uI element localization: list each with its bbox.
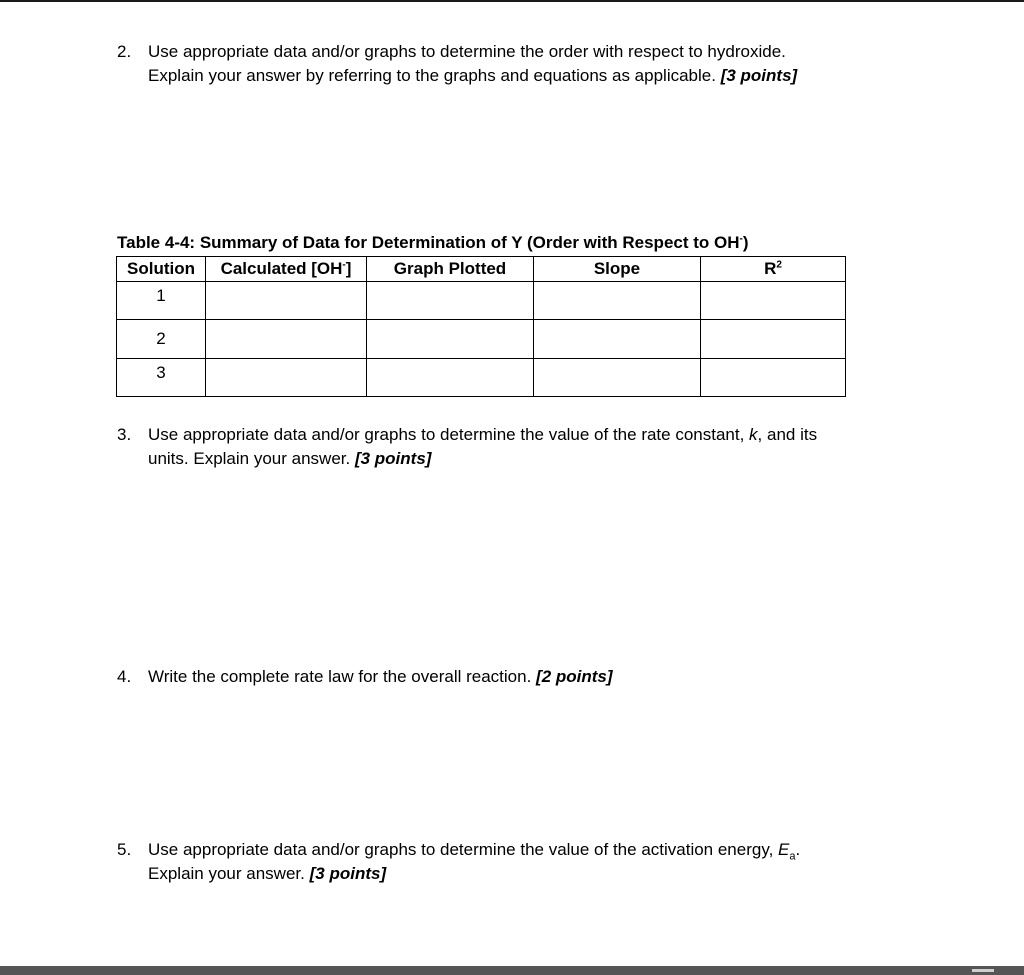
cell-r-squared[interactable] bbox=[701, 359, 846, 397]
cell-slope[interactable] bbox=[534, 320, 701, 359]
cell-r-squared[interactable] bbox=[701, 320, 846, 359]
question-3-text: Use appropriate data and/or graphs to determine the value of the rate constant, k, and its units. Explain your answer. [3 points] bbox=[148, 425, 818, 468]
cell-calculated-oh[interactable] bbox=[206, 282, 367, 320]
question-4-line1: Write the complete rate law for the overall reaction. bbox=[148, 667, 532, 686]
question-2-line2: Explain your answer by referring to the graphs and equations as applicable. bbox=[148, 66, 716, 85]
activation-energy-symbol: E bbox=[778, 840, 790, 859]
question-2 bbox=[117, 40, 797, 88]
table-title: Table 4-4: Summary of Data for Determination of Y (Order with Respect to OH-) bbox=[117, 233, 749, 252]
table-header-row bbox=[117, 257, 846, 282]
question-4-points: [2 points] bbox=[536, 667, 613, 686]
cell-solution: 3 bbox=[117, 359, 206, 397]
question-2-points: [3 points] bbox=[720, 66, 798, 85]
header-r-squared: $R^2$ bbox=[701, 257, 846, 282]
cell-calculated-oh[interactable] bbox=[206, 320, 367, 359]
cell-slope[interactable] bbox=[534, 359, 701, 397]
cell-calculated-oh[interactable] bbox=[206, 359, 367, 397]
question-2-text bbox=[148, 40, 797, 88]
question-5-points: [3 points] bbox=[309, 864, 387, 883]
question-5-text: Use appropriate data and/or graphs to determine the value of the activation energy, $E_a$. Explain your answer. [3 points] bbox=[148, 840, 801, 883]
question-4 bbox=[117, 665, 613, 689]
cell-solution: 2 bbox=[117, 320, 206, 359]
bottom-scrollbar[interactable] bbox=[0, 966, 1024, 975]
header-graph-plotted: Graph Plotted bbox=[367, 257, 534, 282]
summary-table bbox=[116, 256, 846, 397]
cell-solution: 1 bbox=[117, 282, 206, 320]
header-solution: Solution bbox=[117, 257, 206, 282]
question-5-number: 5. bbox=[117, 840, 132, 859]
question-4-text bbox=[148, 665, 613, 689]
scroll-thumb[interactable] bbox=[972, 969, 994, 972]
top-border bbox=[0, 0, 1024, 2]
table-row bbox=[117, 282, 846, 320]
cell-r-squared[interactable] bbox=[701, 282, 846, 320]
question-3-points: [3 points] bbox=[354, 449, 432, 468]
cell-graph-plotted[interactable] bbox=[367, 359, 534, 397]
question-3 bbox=[117, 423, 817, 471]
header-slope: Slope bbox=[534, 257, 701, 282]
cell-graph-plotted[interactable] bbox=[367, 320, 534, 359]
table-row bbox=[117, 359, 846, 397]
table-row bbox=[117, 320, 846, 359]
cell-slope[interactable] bbox=[534, 282, 701, 320]
question-5 bbox=[117, 838, 800, 886]
question-2-number: 2. bbox=[117, 42, 132, 61]
question-5-line2: Explain your answer. bbox=[148, 864, 305, 883]
header-calculated-oh: Calculated [OH-] bbox=[206, 257, 367, 282]
rate-constant-symbol: k bbox=[749, 425, 758, 444]
cell-graph-plotted[interactable] bbox=[367, 282, 534, 320]
question-3-line2: units. Explain your answer. bbox=[148, 449, 351, 468]
question-3-number: 3. bbox=[117, 425, 132, 444]
question-2-line1: Use appropriate data and/or graphs to determine the order with respect to hydroxide. bbox=[148, 42, 786, 61]
question-4-number: 4. bbox=[117, 667, 132, 686]
